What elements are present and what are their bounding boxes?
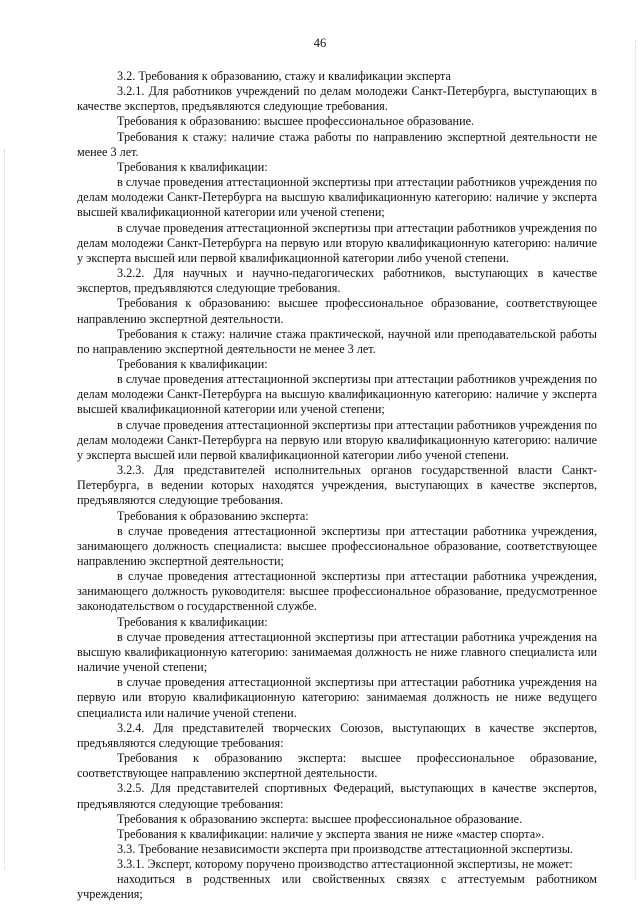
paragraph: 3.3. Требование независимости эксперта при производстве аттестационной экспертизы. [117,841,573,856]
paragraph: 3.3.1. Эксперт, которому поручено производство аттестационной экспертизы, не может: [117,857,573,872]
paragraph: Требования к стажу: наличие стажа практической, научной или преподавательской работы по направлению экспертной деятельности не менее 3 лет. [77,326,597,356]
paragraph: в случае проведения аттестационной экспертизы при аттестации работников учреждения по делам молодежи Санкт-Петербурга на первую или вторую квалификационную категорию: наличие у эксперта высшей или первой квалификационной категории либо ученой степени. [77,220,597,265]
paragraph: Требования к образованию эксперта: [117,508,309,523]
paragraph: Требования к образованию эксперта: высшее профессиональное образование, соответствующее направлению экспертной деятельности. [77,751,597,781]
paragraph: в случае проведения аттестационной экспертизы при аттестации работника учреждения на высшую квалификационную категорию: занимаемая должность не ниже главного специалиста или наличие ученой степени; [77,629,597,675]
paragraph: Требования к образованию: высшее профессиональное образование. [117,114,475,129]
paragraph: Требования к квалификации: наличие у эксперта звания не ниже «мастер спорта». [117,826,545,841]
page-number: 46 [313,36,327,50]
paragraph: 3.2.3. Для представителей исполнительных органов государственной власти Санкт-Петербурга, в ведении которых находятся учреждения, выступающих в качестве экспертов, предъявляются следующие требования. [77,463,597,508]
paragraph: 3.2.5. Для представителей спортивных Федераций, выступающих в качестве экспертов, предъявляются следующие требования: [77,781,597,811]
paragraph: в случае проведения аттестационной экспертизы при аттестации работников учреждения по делам молодежи Санкт-Петербурга на высшую квалификационную категорию: наличие у эксперта высшей квалификационной категории или ученой степени; [77,175,597,220]
paragraph: в случае проведения аттестационной экспертизы при аттестации работника учреждения, занимающего должность специалиста: высшее профессиональное образование, соответствующее направлению экспертной деятельности; [77,523,597,568]
document-body [77,69,597,903]
scan-edge-left [4,150,6,870]
paragraph: находиться в родственных или свойственных связях с аттестуемым работником учреждения; [77,872,597,902]
paragraph: Требования к образованию эксперта: высшее профессиональное образование. [117,811,523,826]
paragraph: в случае проведения аттестационной экспертизы при аттестации работников учреждения по делам молодежи Санкт-Петербурга на высшую квалификационную категорию: наличие у эксперта высшей квалификационной категории или ученой степени; [77,372,597,417]
section-heading-3-2: 3.2. Требования к образованию, стажу и квалификации эксперта [117,69,451,83]
paragraph: в случае проведения аттестационной экспертизы при аттестации работника учреждения на первую или вторую квалификационную категорию: занимаемая должность не ниже ведущего специалиста или наличие ученой степени. [77,675,597,720]
paragraph: 3.2.1. Для работников учреждений по делам молодежи Санкт-Петербурга, выступающих в качестве экспертов, предъявляются следующие требования. [77,84,597,114]
paragraph: в случае проведения аттестационной экспертизы при аттестации работников учреждения по делам молодежи Санкт-Петербурга на первую или вторую квалификационную категорию: наличие у эксперта высшей или первой квалификационной категории либо ученой степени. [77,417,597,462]
paragraph: Требования к квалификации: [117,614,268,629]
paragraph: 3.2.2. Для научных и научно-педагогических работников, выступающих в качестве экспертов, предъявляются следующие требования. [77,266,597,296]
paragraph: Требования к квалификации: [117,159,268,174]
paragraph: Требования к квалификации: [117,356,268,371]
paragraph: в случае проведения аттестационной экспертизы при аттестации работника учреждения, занимающего должность руководителя: высшее профессиональное образование, предусмотренное законодательством о государственной службе. [77,569,597,614]
paragraph: 3.2.4. Для представителей творческих Союзов, выступающих в качестве экспертов, предъявляются следующие требования: [77,720,597,750]
paragraph: Требования к образованию: высшее профессиональное образование, соответствующее направлению экспертной деятельности. [77,296,597,326]
paragraph: Требования к стажу: наличие стажа работы по направлению экспертной деятельности не менее 3 лет. [77,129,597,159]
scan-edge-right [635,40,637,880]
